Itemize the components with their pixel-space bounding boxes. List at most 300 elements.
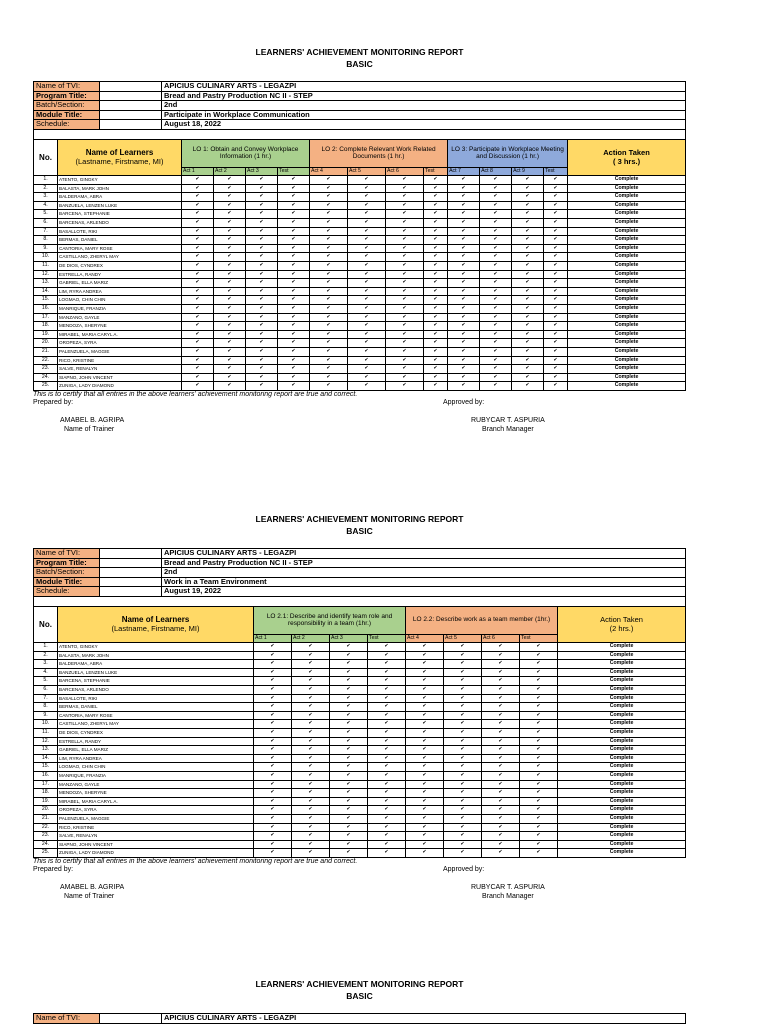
check-mark: ✔ bbox=[254, 711, 292, 720]
check-mark: ✔ bbox=[406, 754, 444, 763]
check-mark: ✔ bbox=[182, 219, 214, 228]
table-row bbox=[34, 789, 686, 798]
check-mark: ✔ bbox=[278, 339, 310, 348]
check-mark: ✔ bbox=[368, 754, 406, 763]
status-cell: Complete bbox=[568, 287, 686, 296]
check-mark: ✔ bbox=[182, 201, 214, 210]
check-mark: ✔ bbox=[214, 365, 246, 374]
check-mark: ✔ bbox=[214, 270, 246, 279]
action-taken-header: Action Taken (2 hrs.) bbox=[558, 606, 686, 643]
check-mark: ✔ bbox=[246, 184, 278, 193]
check-mark: ✔ bbox=[482, 840, 520, 849]
learner-name: LIM, RYRA ANDREA bbox=[58, 754, 254, 763]
check-mark: ✔ bbox=[254, 643, 292, 652]
check-mark: ✔ bbox=[448, 305, 480, 314]
row-number: 24. bbox=[34, 373, 58, 382]
check-mark: ✔ bbox=[292, 832, 330, 841]
certification-text: This is to certify that all entries in the above learners' achievement monitoring report are true and correct. bbox=[33, 857, 358, 865]
learner-name: BERMAS, DANIEL bbox=[58, 236, 182, 245]
check-mark: ✔ bbox=[544, 373, 568, 382]
table-row bbox=[34, 737, 686, 746]
status-cell: Complete bbox=[568, 365, 686, 374]
check-mark: ✔ bbox=[480, 356, 512, 365]
tvi-label: Name of TVI: bbox=[34, 549, 100, 559]
check-mark: ✔ bbox=[448, 236, 480, 245]
check-mark: ✔ bbox=[520, 763, 558, 772]
check-mark: ✔ bbox=[348, 236, 386, 245]
check-mark: ✔ bbox=[444, 772, 482, 781]
check-mark: ✔ bbox=[310, 253, 348, 262]
action-taken-header: Action Taken ( 3 hrs.) bbox=[568, 139, 686, 176]
check-mark: ✔ bbox=[444, 720, 482, 729]
check-mark: ✔ bbox=[512, 262, 544, 271]
check-mark: ✔ bbox=[182, 373, 214, 382]
check-mark: ✔ bbox=[448, 279, 480, 288]
check-mark: ✔ bbox=[448, 347, 480, 356]
row-number: 13. bbox=[34, 279, 58, 288]
table-row bbox=[34, 373, 686, 382]
check-mark: ✔ bbox=[278, 201, 310, 210]
check-mark: ✔ bbox=[330, 823, 368, 832]
check-mark: ✔ bbox=[292, 660, 330, 669]
check-mark: ✔ bbox=[254, 840, 292, 849]
check-mark: ✔ bbox=[386, 356, 424, 365]
status-cell: Complete bbox=[568, 210, 686, 219]
check-mark: ✔ bbox=[214, 322, 246, 331]
row-number: 9. bbox=[34, 244, 58, 253]
row-number: 21. bbox=[34, 814, 58, 823]
activity-header: Act 3 bbox=[330, 634, 368, 643]
check-mark: ✔ bbox=[520, 789, 558, 798]
check-mark: ✔ bbox=[520, 832, 558, 841]
check-mark: ✔ bbox=[520, 729, 558, 738]
check-mark: ✔ bbox=[292, 797, 330, 806]
check-mark: ✔ bbox=[406, 780, 444, 789]
check-mark: ✔ bbox=[520, 840, 558, 849]
check-mark: ✔ bbox=[254, 720, 292, 729]
check-mark: ✔ bbox=[278, 382, 310, 391]
learner-name: BANZUELA, LENZEN LUKE bbox=[58, 668, 254, 677]
row-number: 2. bbox=[34, 184, 58, 193]
check-mark: ✔ bbox=[246, 262, 278, 271]
check-mark: ✔ bbox=[482, 814, 520, 823]
check-mark: ✔ bbox=[512, 184, 544, 193]
check-mark: ✔ bbox=[444, 737, 482, 746]
check-mark: ✔ bbox=[544, 210, 568, 219]
certification-text: This is to certify that all entries in the above learners' achievement monitoring report are true and correct. bbox=[33, 390, 358, 398]
activity-header: Act 5 bbox=[348, 167, 386, 176]
check-mark: ✔ bbox=[368, 797, 406, 806]
check-mark: ✔ bbox=[254, 832, 292, 841]
name-header: Name of Learners (Lastname, Firstname, MI) bbox=[58, 606, 254, 643]
check-mark: ✔ bbox=[330, 789, 368, 798]
activity-header: Test bbox=[368, 634, 406, 643]
check-mark: ✔ bbox=[482, 703, 520, 712]
check-mark: ✔ bbox=[544, 322, 568, 331]
check-mark: ✔ bbox=[520, 814, 558, 823]
check-mark: ✔ bbox=[482, 677, 520, 686]
check-mark: ✔ bbox=[444, 780, 482, 789]
check-mark: ✔ bbox=[246, 382, 278, 391]
check-mark: ✔ bbox=[292, 772, 330, 781]
activity-header: Act 5 bbox=[444, 634, 482, 643]
check-mark: ✔ bbox=[482, 746, 520, 755]
check-mark: ✔ bbox=[292, 754, 330, 763]
check-mark: ✔ bbox=[480, 219, 512, 228]
check-mark: ✔ bbox=[386, 365, 424, 374]
check-mark: ✔ bbox=[512, 339, 544, 348]
check-mark: ✔ bbox=[254, 780, 292, 789]
check-mark: ✔ bbox=[292, 668, 330, 677]
check-mark: ✔ bbox=[512, 322, 544, 331]
activity-header: Act 4 bbox=[310, 167, 348, 176]
check-mark: ✔ bbox=[424, 305, 448, 314]
check-mark: ✔ bbox=[246, 322, 278, 331]
check-mark: ✔ bbox=[292, 703, 330, 712]
check-mark: ✔ bbox=[292, 677, 330, 686]
check-mark: ✔ bbox=[406, 668, 444, 677]
no-header: No. bbox=[34, 606, 58, 643]
check-mark: ✔ bbox=[544, 236, 568, 245]
check-mark: ✔ bbox=[520, 677, 558, 686]
status-cell: Complete bbox=[568, 262, 686, 271]
check-mark: ✔ bbox=[444, 711, 482, 720]
check-mark: ✔ bbox=[512, 244, 544, 253]
status-cell: Complete bbox=[568, 219, 686, 228]
check-mark: ✔ bbox=[520, 849, 558, 858]
learner-name: BASALLOTE, RIKI bbox=[58, 227, 182, 236]
program-label: Program Title: bbox=[34, 91, 100, 101]
learner-name: SALVE, RENALYN bbox=[58, 365, 182, 374]
check-mark: ✔ bbox=[348, 313, 386, 322]
check-mark: ✔ bbox=[368, 832, 406, 841]
learner-name: GABRIEL, ELLA MARIZ bbox=[58, 279, 182, 288]
approved-by-label: Approved by: bbox=[443, 398, 485, 406]
learner-name: BARCENA, STEPHANIE bbox=[58, 210, 182, 219]
check-mark: ✔ bbox=[512, 373, 544, 382]
check-mark: ✔ bbox=[512, 210, 544, 219]
check-mark: ✔ bbox=[214, 244, 246, 253]
check-mark: ✔ bbox=[424, 210, 448, 219]
check-mark: ✔ bbox=[368, 686, 406, 695]
check-mark: ✔ bbox=[448, 373, 480, 382]
status-cell: Complete bbox=[558, 677, 686, 686]
check-mark: ✔ bbox=[214, 356, 246, 365]
check-mark: ✔ bbox=[482, 651, 520, 660]
row-number: 22. bbox=[34, 356, 58, 365]
check-mark: ✔ bbox=[406, 651, 444, 660]
check-mark: ✔ bbox=[330, 849, 368, 858]
check-mark: ✔ bbox=[480, 244, 512, 253]
check-mark: ✔ bbox=[424, 227, 448, 236]
check-mark: ✔ bbox=[386, 322, 424, 331]
check-mark: ✔ bbox=[480, 176, 512, 185]
check-mark: ✔ bbox=[310, 227, 348, 236]
row-number: 16. bbox=[34, 305, 58, 314]
check-mark: ✔ bbox=[182, 184, 214, 193]
check-mark: ✔ bbox=[330, 668, 368, 677]
check-mark: ✔ bbox=[292, 823, 330, 832]
check-mark: ✔ bbox=[292, 694, 330, 703]
approved-by-label: Approved by: bbox=[443, 865, 485, 873]
check-mark: ✔ bbox=[310, 184, 348, 193]
check-mark: ✔ bbox=[482, 763, 520, 772]
table-row bbox=[34, 711, 686, 720]
table-row bbox=[34, 365, 686, 374]
report-subtitle: BASIC bbox=[346, 526, 373, 536]
check-mark: ✔ bbox=[512, 365, 544, 374]
table-row bbox=[34, 729, 686, 738]
check-mark: ✔ bbox=[292, 789, 330, 798]
check-mark: ✔ bbox=[182, 339, 214, 348]
check-mark: ✔ bbox=[512, 287, 544, 296]
check-mark: ✔ bbox=[386, 313, 424, 322]
check-mark: ✔ bbox=[480, 373, 512, 382]
check-mark: ✔ bbox=[278, 356, 310, 365]
learner-name: PALENZUELA, MAGGIE bbox=[58, 347, 182, 356]
check-mark: ✔ bbox=[520, 643, 558, 652]
check-mark: ✔ bbox=[278, 322, 310, 331]
check-mark: ✔ bbox=[310, 330, 348, 339]
report-subtitle: BASIC bbox=[346, 59, 373, 69]
learner-name: ESTRELLA, RANDY bbox=[58, 737, 254, 746]
check-mark: ✔ bbox=[254, 729, 292, 738]
check-mark: ✔ bbox=[386, 219, 424, 228]
schedule-label: Schedule: bbox=[34, 120, 100, 130]
check-mark: ✔ bbox=[480, 287, 512, 296]
check-mark: ✔ bbox=[448, 193, 480, 202]
check-mark: ✔ bbox=[254, 797, 292, 806]
report-title: LEARNERS' ACHIEVEMENT MONITORING REPORT bbox=[255, 47, 464, 57]
check-mark: ✔ bbox=[182, 347, 214, 356]
check-mark: ✔ bbox=[480, 347, 512, 356]
check-mark: ✔ bbox=[386, 227, 424, 236]
check-mark: ✔ bbox=[406, 643, 444, 652]
learner-name: CANTORIA, MARY ROSE bbox=[58, 244, 182, 253]
check-mark: ✔ bbox=[444, 840, 482, 849]
check-mark: ✔ bbox=[520, 703, 558, 712]
table-row bbox=[34, 643, 686, 652]
tvi-label: Name of TVI: bbox=[34, 82, 100, 92]
check-mark: ✔ bbox=[214, 373, 246, 382]
check-mark: ✔ bbox=[292, 806, 330, 815]
row-number: 20. bbox=[34, 806, 58, 815]
check-mark: ✔ bbox=[246, 365, 278, 374]
check-mark: ✔ bbox=[544, 270, 568, 279]
learner-name: SIAPNO, JOHN VINCENT bbox=[58, 840, 254, 849]
check-mark: ✔ bbox=[448, 339, 480, 348]
check-mark: ✔ bbox=[386, 339, 424, 348]
check-mark: ✔ bbox=[292, 780, 330, 789]
row-number: 22. bbox=[34, 823, 58, 832]
check-mark: ✔ bbox=[386, 279, 424, 288]
check-mark: ✔ bbox=[292, 651, 330, 660]
check-mark: ✔ bbox=[214, 193, 246, 202]
learner-name: SIAPNO, JOHN VINCENT bbox=[58, 373, 182, 382]
check-mark: ✔ bbox=[544, 356, 568, 365]
check-mark: ✔ bbox=[544, 253, 568, 262]
check-mark: ✔ bbox=[512, 382, 544, 391]
check-mark: ✔ bbox=[480, 193, 512, 202]
status-cell: Complete bbox=[568, 347, 686, 356]
report-title: LEARNERS' ACHIEVEMENT MONITORING REPORT bbox=[255, 979, 464, 989]
check-mark: ✔ bbox=[480, 330, 512, 339]
check-mark: ✔ bbox=[348, 270, 386, 279]
check-mark: ✔ bbox=[348, 210, 386, 219]
check-mark: ✔ bbox=[278, 253, 310, 262]
check-mark: ✔ bbox=[278, 296, 310, 305]
check-mark: ✔ bbox=[448, 227, 480, 236]
check-mark: ✔ bbox=[480, 296, 512, 305]
learner-name: OROPEZA, SYRA bbox=[58, 806, 254, 815]
activity-header: Act 3 bbox=[246, 167, 278, 176]
check-mark: ✔ bbox=[444, 729, 482, 738]
check-mark: ✔ bbox=[330, 720, 368, 729]
check-mark: ✔ bbox=[292, 746, 330, 755]
learner-name: MANZANO, GAYLE bbox=[58, 313, 182, 322]
row-number: 10. bbox=[34, 253, 58, 262]
activity-header: Test bbox=[544, 167, 568, 176]
check-mark: ✔ bbox=[278, 262, 310, 271]
check-mark: ✔ bbox=[424, 365, 448, 374]
check-mark: ✔ bbox=[520, 780, 558, 789]
check-mark: ✔ bbox=[386, 287, 424, 296]
batch-label: Batch/Section: bbox=[34, 101, 100, 111]
check-mark: ✔ bbox=[330, 832, 368, 841]
learner-name: RICO, KRISTINE bbox=[58, 823, 254, 832]
table-row bbox=[34, 176, 686, 185]
check-mark: ✔ bbox=[480, 365, 512, 374]
check-mark: ✔ bbox=[292, 720, 330, 729]
check-mark: ✔ bbox=[246, 201, 278, 210]
check-mark: ✔ bbox=[292, 729, 330, 738]
check-mark: ✔ bbox=[292, 840, 330, 849]
row-number: 1. bbox=[34, 643, 58, 652]
check-mark: ✔ bbox=[482, 849, 520, 858]
check-mark: ✔ bbox=[386, 184, 424, 193]
signature-block bbox=[33, 866, 686, 914]
learner-name: BALASTA, MARK JOHN bbox=[58, 184, 182, 193]
check-mark: ✔ bbox=[310, 305, 348, 314]
status-cell: Complete bbox=[558, 703, 686, 712]
check-mark: ✔ bbox=[330, 686, 368, 695]
table-row bbox=[34, 806, 686, 815]
check-mark: ✔ bbox=[480, 322, 512, 331]
check-mark: ✔ bbox=[386, 373, 424, 382]
check-mark: ✔ bbox=[348, 253, 386, 262]
status-cell: Complete bbox=[568, 330, 686, 339]
check-mark: ✔ bbox=[368, 814, 406, 823]
check-mark: ✔ bbox=[292, 763, 330, 772]
check-mark: ✔ bbox=[348, 305, 386, 314]
check-mark: ✔ bbox=[330, 754, 368, 763]
check-mark: ✔ bbox=[424, 270, 448, 279]
check-mark: ✔ bbox=[310, 270, 348, 279]
check-mark: ✔ bbox=[278, 219, 310, 228]
check-mark: ✔ bbox=[482, 806, 520, 815]
status-cell: Complete bbox=[568, 339, 686, 348]
status-cell: Complete bbox=[558, 789, 686, 798]
lo-2-header: LO 2.2: Describe work as a team member (1hr.) bbox=[406, 606, 558, 634]
check-mark: ✔ bbox=[246, 313, 278, 322]
check-mark: ✔ bbox=[348, 373, 386, 382]
report-3 bbox=[33, 978, 686, 1024]
status-cell: Complete bbox=[558, 806, 686, 815]
check-mark: ✔ bbox=[444, 703, 482, 712]
check-mark: ✔ bbox=[330, 711, 368, 720]
activity-header: Act 1 bbox=[254, 634, 292, 643]
check-mark: ✔ bbox=[348, 184, 386, 193]
check-mark: ✔ bbox=[330, 763, 368, 772]
check-mark: ✔ bbox=[448, 330, 480, 339]
check-mark: ✔ bbox=[544, 305, 568, 314]
check-mark: ✔ bbox=[330, 772, 368, 781]
table-row bbox=[34, 287, 686, 296]
check-mark: ✔ bbox=[368, 668, 406, 677]
check-mark: ✔ bbox=[310, 296, 348, 305]
check-mark: ✔ bbox=[330, 780, 368, 789]
table-row bbox=[34, 347, 686, 356]
check-mark: ✔ bbox=[330, 651, 368, 660]
status-cell: Complete bbox=[558, 651, 686, 660]
check-mark: ✔ bbox=[310, 210, 348, 219]
check-mark: ✔ bbox=[310, 262, 348, 271]
check-mark: ✔ bbox=[368, 806, 406, 815]
learner-name: BALDERAMA, ABRA bbox=[58, 193, 182, 202]
check-mark: ✔ bbox=[444, 643, 482, 652]
check-mark: ✔ bbox=[424, 201, 448, 210]
row-number: 18. bbox=[34, 322, 58, 331]
report-subtitle: BASIC bbox=[346, 991, 373, 1001]
check-mark: ✔ bbox=[544, 227, 568, 236]
status-cell: Complete bbox=[568, 236, 686, 245]
check-mark: ✔ bbox=[182, 330, 214, 339]
table-row bbox=[34, 746, 686, 755]
trainer-name: AMABEL B. AGRIPA bbox=[60, 883, 125, 891]
activity-header: Test bbox=[424, 167, 448, 176]
check-mark: ✔ bbox=[310, 322, 348, 331]
check-mark: ✔ bbox=[544, 313, 568, 322]
check-mark: ✔ bbox=[448, 201, 480, 210]
check-mark: ✔ bbox=[310, 382, 348, 391]
check-mark: ✔ bbox=[406, 660, 444, 669]
status-cell: Complete bbox=[558, 780, 686, 789]
check-mark: ✔ bbox=[348, 322, 386, 331]
check-mark: ✔ bbox=[520, 823, 558, 832]
learners-table bbox=[33, 606, 686, 858]
check-mark: ✔ bbox=[330, 814, 368, 823]
check-mark: ✔ bbox=[310, 176, 348, 185]
program-value: Bread and Pastry Production NC II - STEP bbox=[162, 558, 686, 568]
check-mark: ✔ bbox=[520, 711, 558, 720]
check-mark: ✔ bbox=[512, 227, 544, 236]
check-mark: ✔ bbox=[544, 244, 568, 253]
check-mark: ✔ bbox=[444, 746, 482, 755]
table-row bbox=[34, 296, 686, 305]
status-cell: Complete bbox=[558, 720, 686, 729]
check-mark: ✔ bbox=[544, 347, 568, 356]
check-mark: ✔ bbox=[330, 729, 368, 738]
activity-header: Act 7 bbox=[448, 167, 480, 176]
check-mark: ✔ bbox=[254, 660, 292, 669]
check-mark: ✔ bbox=[368, 763, 406, 772]
check-mark: ✔ bbox=[182, 176, 214, 185]
check-mark: ✔ bbox=[482, 797, 520, 806]
check-mark: ✔ bbox=[348, 244, 386, 253]
check-mark: ✔ bbox=[310, 201, 348, 210]
table-row bbox=[34, 772, 686, 781]
check-mark: ✔ bbox=[278, 313, 310, 322]
